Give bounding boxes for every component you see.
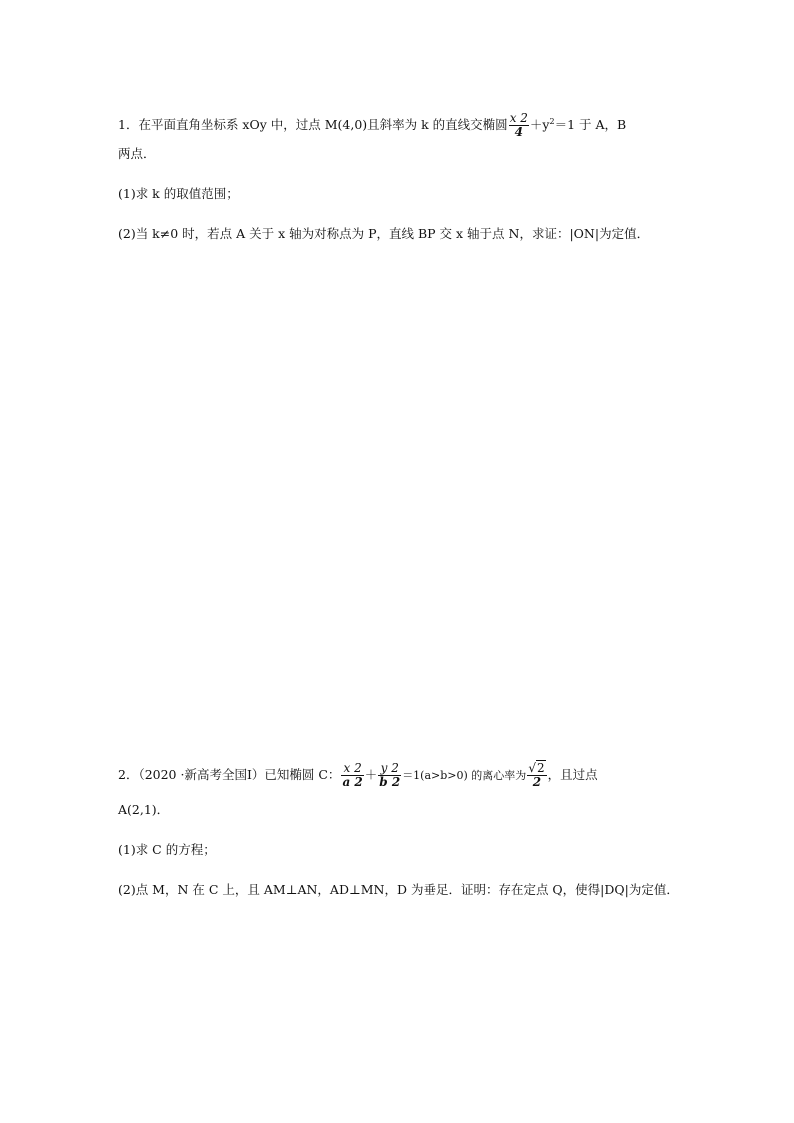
q1-frac-numerator: x 2 [509,111,528,125]
q2-frac1-denominator: a 2 [342,775,363,789]
q1-part1: (1)求 k 的取值范围； [118,186,239,201]
q1-ellipse-fraction [509,112,529,139]
q2-eccentricity-fraction [527,762,546,789]
q1-frac-denominator: 4 [509,125,529,139]
q2-frac2-numerator: y 2 [380,761,399,775]
q2-sqrt-numerator [527,762,546,775]
q2-stem-line2: A(2,1)． [118,802,170,817]
q2-fraction-y [378,762,401,789]
q2-stem [118,762,598,789]
q2-radicand: 2 [536,761,545,775]
q2-equation: ＝1(a>b>0) 的离心率为 [402,769,527,782]
q2-fraction-x [341,762,363,789]
q1-prefix: 1．在平面直角坐标系 xOy 中，过点 M(4,0)且斜率为 k 的直线交椭圆 [118,117,508,132]
q2-frac1-numerator: x 2 [343,761,362,775]
q2-part2: (2)点 M，N 在 C 上，且 AM⊥AN，AD⊥MN，D 为垂足．证明：存在定点 Q，使得|DQ|为定值． [118,882,679,897]
q2-frac3-denominator: 2 [527,775,546,789]
q1-stem-line2: 两点． [118,146,156,161]
q2-prefix: 2．（2020 ·新高考全国Ⅰ）已知椭圆 C： [118,767,341,782]
q2-frac2-denominator: b 2 [379,775,401,789]
q1-after-frac: ＋y [529,117,550,132]
q1-superscript: 2 [549,116,555,126]
q2-plus: ＋ [364,767,378,782]
q2-part1: (1)求 C 的方程； [118,842,216,857]
q1-stem [118,112,626,139]
q1-suffix: ＝1 于 A，B [554,117,627,132]
q1-part2: (2)当 k≠0 时，若点 A 关于 x 轴为对称点为 P，直线 BP 交 x 轴于点 N，求证：|ON|为定值． [118,226,650,241]
sqrt-icon: √2 [528,761,545,775]
q2-suffix: ，且过点 [547,767,598,782]
